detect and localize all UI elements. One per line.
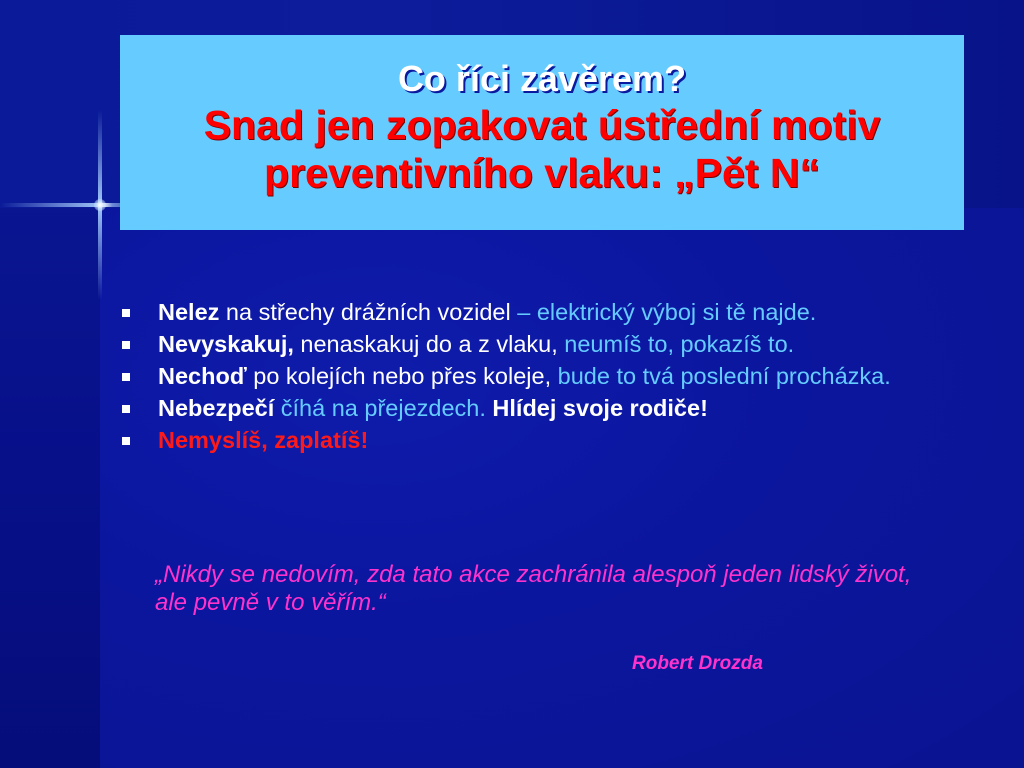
square-bullet-icon [122, 309, 130, 317]
square-bullet-icon [122, 405, 130, 413]
bullet-keyword: Nelez [158, 299, 220, 325]
bullet-text: po kolejích nebo přes koleje, [246, 363, 552, 389]
bullet-keyword: Nemyslíš, zaplatíš! [158, 427, 369, 453]
bullet-item-nelez [120, 298, 910, 326]
bullet-consequence: – elektrický výboj si tě najde. [510, 299, 817, 325]
bullet-item-nemyslis [120, 426, 910, 454]
bullet-keyword: Nevyskakuj, [158, 331, 294, 357]
sparkle-star-icon [94, 199, 106, 211]
bullet-item-nevyskakuj [120, 330, 910, 358]
bullet-item-nechod [120, 362, 910, 390]
square-bullet-icon [122, 373, 130, 381]
square-bullet-icon [122, 341, 130, 349]
bullet-consequence: bude to tvá poslední procházka. [551, 363, 891, 389]
bullet-consequence: neumíš to, pokazíš to. [557, 331, 795, 357]
background-main-panel [100, 208, 1024, 768]
quote-text: „Nikdy se nedovím, zda tato akce zachránila alespoň jeden lidský život, ale pevně v to věřím.“ [155, 561, 912, 616]
bullet-warning: Hlídej svoje rodiče! [485, 395, 708, 421]
bullet-consequence: číhá na přejezdech. [274, 395, 486, 421]
quote-author: Robert Drozda [632, 653, 763, 674]
bullet-list [120, 298, 910, 458]
bullet-text: nenaskakuj do a z vlaku, [293, 331, 558, 357]
title-box [120, 35, 964, 230]
bullet-text: na střechy drážních vozidel [219, 299, 511, 325]
bullet-keyword: Nechoď [158, 363, 247, 389]
slide-subtitle: Snad jen zopakovat ústřední motiv preventivního vlaku: „Pět N“ [203, 102, 881, 196]
square-bullet-icon [122, 437, 130, 445]
slide-title: Co říci závěrem? [397, 58, 687, 99]
bullet-keyword: Nebezpečí [158, 395, 275, 421]
bullet-item-nebezpeci [120, 394, 910, 422]
